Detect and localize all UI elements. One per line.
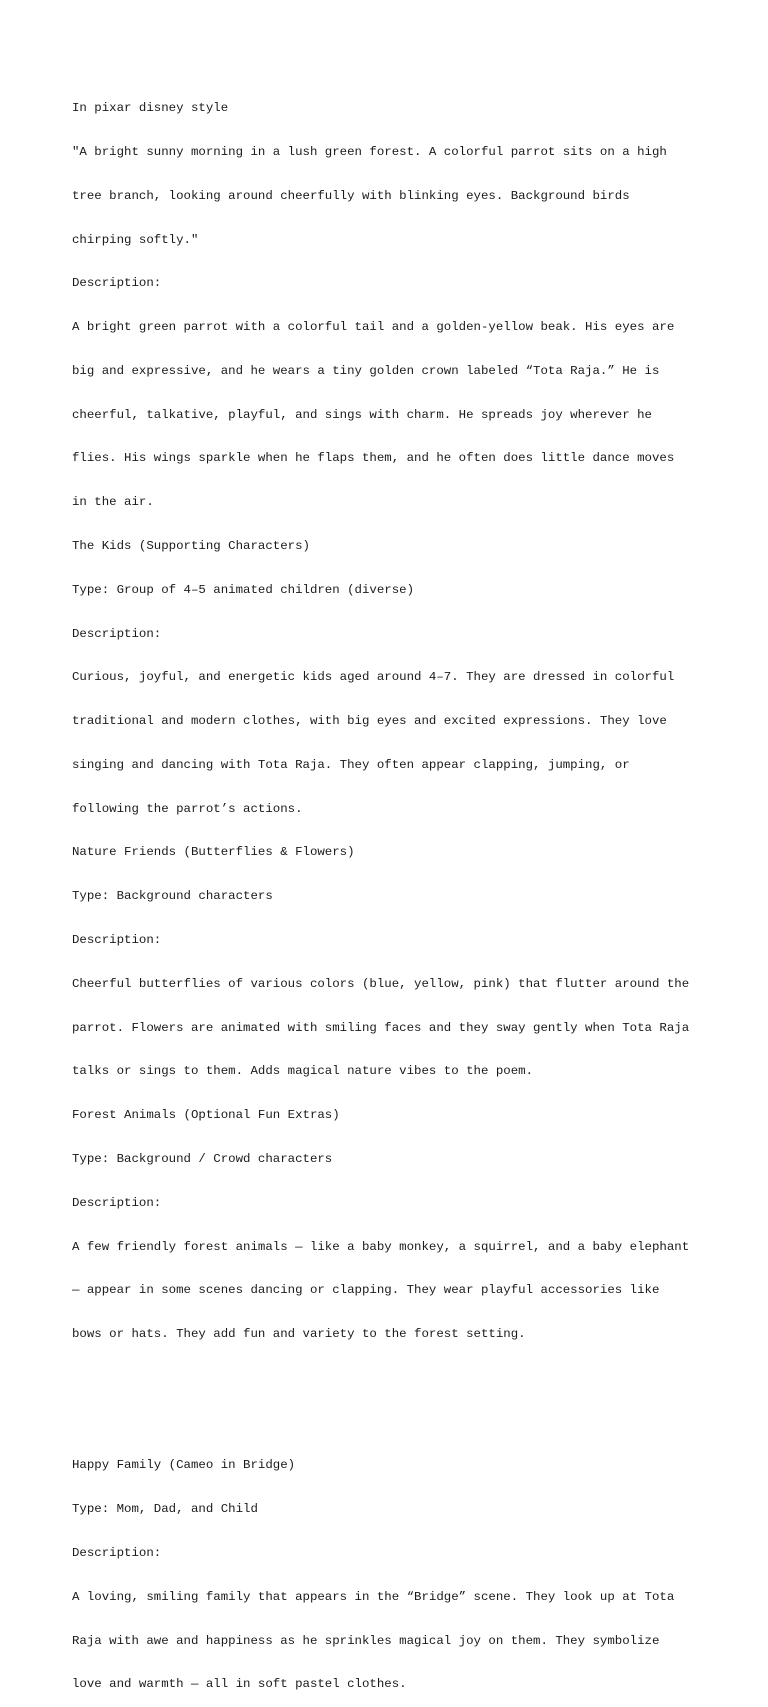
parrot-description-line-3: cheerful, talkative, playful, and sings with charm. He spreads joy wherever he (72, 407, 652, 422)
parrot-description-line-1: A bright green parrot with a colorful tail and a golden-yellow beak. His eyes are (72, 320, 675, 335)
animals-description-line-2: — appear in some scenes dancing or clapping. They wear playful accessories like (72, 1283, 660, 1298)
scene-line-3: chirping softly." (72, 232, 199, 247)
forest-animals-heading: Forest Animals (Optional Fun Extras) (72, 1108, 340, 1123)
description-label: Description: (72, 1195, 162, 1210)
kids-heading: The Kids (Supporting Characters) (72, 539, 310, 553)
animals-description-line-1: A few friendly forest animals — like a baby monkey, a squirrel, and a baby elephant (72, 1239, 690, 1254)
scene-line-1: "A bright sunny morning in a lush green forest. A colorful parrot sits on a high (72, 144, 667, 159)
style-line: In pixar disney style (72, 101, 229, 116)
animals-description-line-3: bows or hats. They add fun and variety to the forest setting. (72, 1327, 526, 1342)
parrot-description-line-4: flies. His wings sparkle when he flaps them, and he often does little dance moves (72, 451, 675, 466)
family-description-line-3: love and warmth — all in soft pastel clothes. (72, 1677, 407, 1692)
document-body (72, 72, 712, 1707)
parrot-description-line-5: in the air. (72, 495, 154, 510)
happy-family-heading: Happy Family (Cameo in Bridge) (72, 1458, 296, 1473)
kids-description-line-4: following the parrot’s actions. (72, 801, 303, 816)
parrot-description-line-2: big and expressive, and he wears a tiny golden crown labeled “Tota Raja.” He is (72, 363, 660, 378)
nature-friends-heading: Nature Friends (Butterflies & Flowers) (72, 845, 355, 860)
description-label: Description: (72, 1545, 162, 1560)
description-label: Description: (72, 626, 162, 641)
nature-description-line-2: parrot. Flowers are animated with smiling faces and they sway gently when Tota Raja (72, 1020, 690, 1035)
kids-description-line-2: traditional and modern clothes, with big eyes and excited expressions. They love (72, 714, 667, 729)
blank-line (72, 1415, 712, 1430)
nature-description-line-3: talks or sings to them. Adds magical nature vibes to the poem. (72, 1064, 534, 1079)
scene-line-2: tree branch, looking around cheerfully with blinking eyes. Background birds (72, 188, 630, 203)
family-description-line-1: A loving, smiling family that appears in the “Bridge” scene. They look up at Tota (72, 1589, 675, 1604)
nature-description-line-1: Cheerful butterflies of various colors (blue, yellow, pink) that flutter around the (72, 976, 690, 991)
forest-animals-type: Type: Background / Crowd characters (72, 1151, 333, 1166)
happy-family-type: Type: Mom, Dad, and Child (72, 1502, 258, 1517)
description-label: Description: (72, 276, 162, 291)
blank-line (72, 1371, 712, 1386)
description-label: Description: (72, 933, 162, 948)
kids-description-line-3: singing and dancing with Tota Raja. They often appear clapping, jumping, or (72, 757, 630, 772)
nature-friends-type: Type: Background characters (72, 889, 273, 904)
family-description-line-2: Raja with awe and happiness as he sprinkles magical joy on them. They symbolize (72, 1633, 660, 1648)
kids-description-line-1: Curious, joyful, and energetic kids aged around 4–7. They are dressed in colorful (72, 670, 675, 685)
kids-type: Type: Group of 4–5 animated children (diverse) (72, 582, 415, 597)
